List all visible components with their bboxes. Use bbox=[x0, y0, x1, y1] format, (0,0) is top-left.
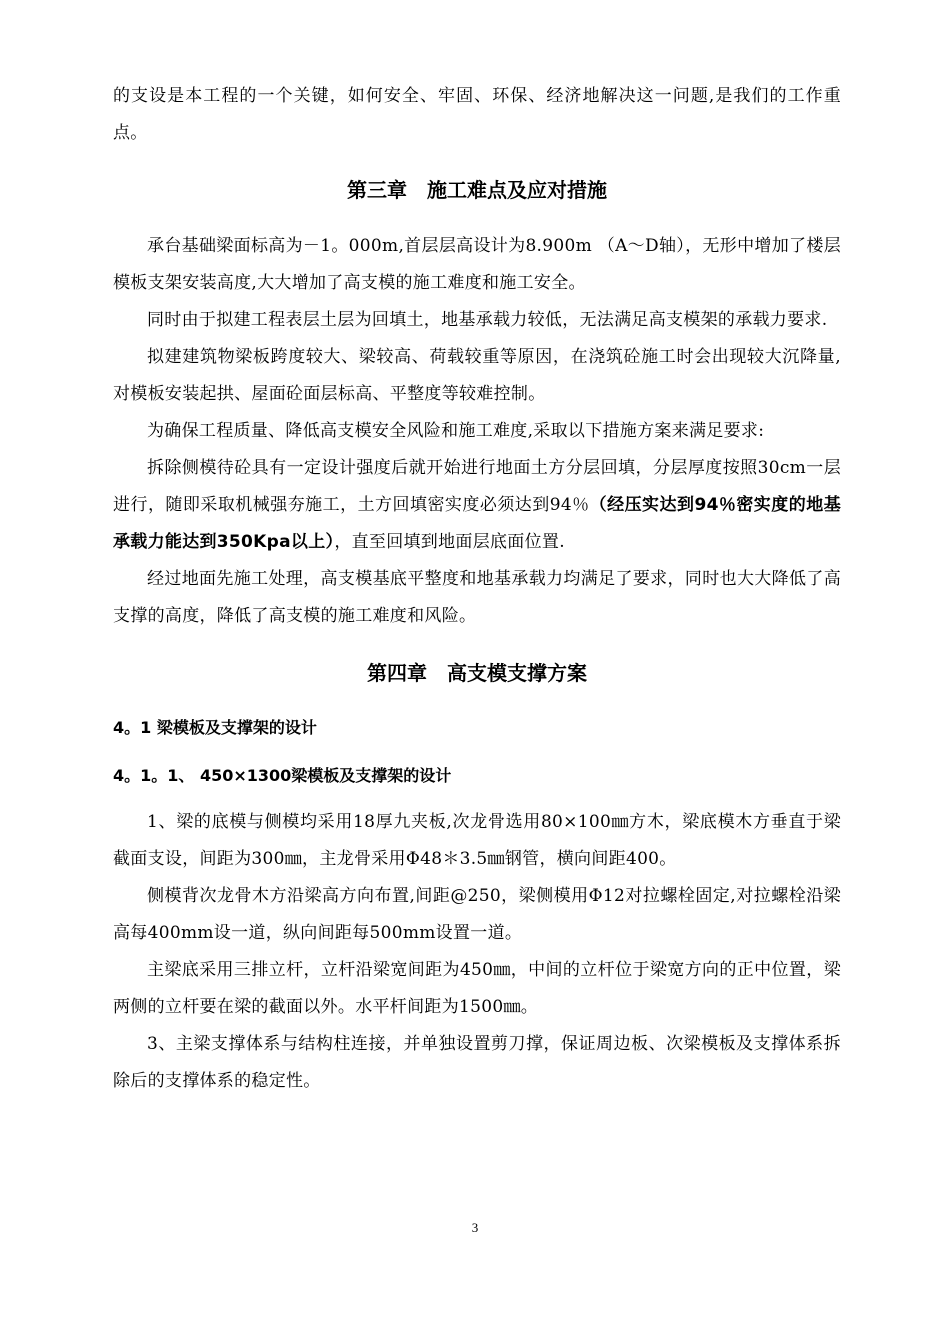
section-4-1-heading: 4。1 梁模板及支撑架的设计 bbox=[113, 718, 317, 737]
chapter4-paragraph-1: 1、梁的底模与侧模均采用18厚九夹板,次龙骨选用80×100㎜方木，梁底模木方垂直于梁截面支设，间距为300㎜，主龙骨采用Φ48＊3.5㎜钢管，横向间距400。 bbox=[113, 812, 841, 869]
section-4-1-1-heading: 4。1。1、 450×1300梁模板及支撑架的设计 bbox=[113, 766, 452, 785]
chapter4-paragraph-3: 主梁底采用三排立杆，立杆沿梁宽间距为450㎜，中间的立杆位于梁宽方向的正中位置，梁两侧的立杆要在梁的截面以外。水平杆间距为1500㎜。 bbox=[113, 960, 841, 1017]
p5-text-b: ，直至回填到地面层底面位置. bbox=[334, 532, 565, 552]
p5-bold-text: （经压实达到94％密实度的地基承载力能达到350Kpa以上） bbox=[113, 495, 841, 552]
chapter4-paragraph-4: 3、主梁支撑体系与结构柱连接，并单独设置剪刀撑，保证周边板、次梁模板及支撑体系拆除后的支撑体系的稳定性。 bbox=[113, 1034, 841, 1091]
intro-paragraph: 的支设是本工程的一个关键，如何安全、牢固、环保、经济地解决这一问题,是我们的工作重点。 bbox=[113, 86, 841, 143]
chapter3-paragraph-4: 为确保工程质量、降低高支模安全风险和施工难度,采取以下措施方案来满足要求: bbox=[147, 421, 765, 441]
chapter3-paragraph-1: 承台基础梁面标高为－1。000m,首层层高设计为8.900m （A～D轴），无形中增加了楼层模板支架安装高度,大大增加了高支模的施工难度和施工安全。 bbox=[113, 236, 841, 293]
chapter3-title: 第三章 施工难点及应对措施 bbox=[347, 178, 607, 202]
document-body bbox=[113, 78, 841, 1100]
chapter3-paragraph-6: 经过地面先施工处理，高支模基底平整度和地基承载力均满足了要求，同时也大大降低了高支撑的高度，降低了高支模的施工难度和风险。 bbox=[113, 569, 841, 626]
p5-text-a: 拆除侧模待砼具有一定设计强度后就开始进行地面土方分层回填，分层厚度按照30cm一层进行，随即采取机械强夯施工，土方回填密实度必须达到94％ bbox=[113, 458, 841, 515]
chapter3-paragraph-5 bbox=[113, 450, 841, 561]
page-number: 3 bbox=[471, 1220, 479, 1235]
chapter4-paragraph-2: 侧模背次龙骨木方沿梁高方向布置,间距@250，梁侧模用Φ12对拉螺栓固定,对拉螺栓沿梁高每400mm设一道，纵向间距每500mm设置一道。 bbox=[113, 886, 841, 943]
chapter3-paragraph-3: 拟建建筑物梁板跨度较大、梁较高、荷载较重等原因，在浇筑砼施工时会出现较大沉降量,对模板安装起拱、屋面砼面层标高、平整度等较难控制。 bbox=[113, 347, 841, 404]
chapter4-title: 第四章 高支模支撑方案 bbox=[367, 661, 587, 685]
chapter3-paragraph-2: 同时由于拟建工程表层土层为回填土，地基承载力较低，无法满足高支模架的承载力要求. bbox=[147, 310, 828, 330]
